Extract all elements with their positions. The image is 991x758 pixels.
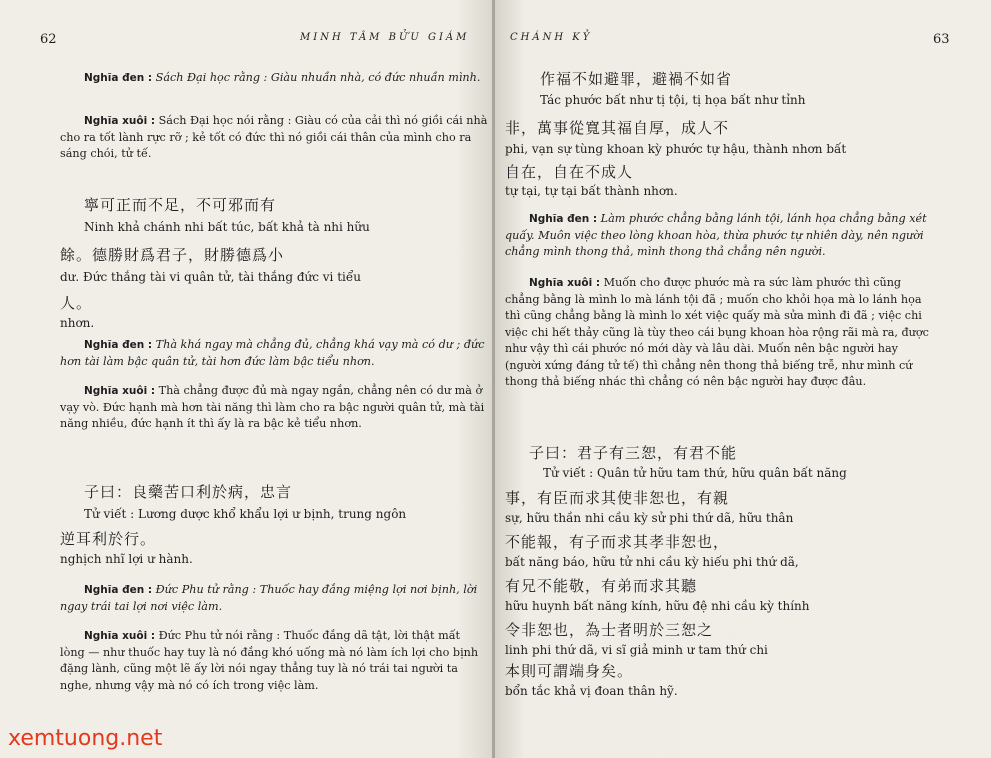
label: Nghĩa đen : [529,213,598,225]
romanization-line: linh phi thứ dã, vi sĩ giả minh ư tam thứ chi [505,643,768,657]
text: Thà chẳng được đủ mà ngay ngắn, chẳng nên có dư mà ở vạy vò. Đức hạnh mà hơn tài năng thì làm cho ra bậc người quân tử, mà tài năng nhiều, đức hạnh ít thì ấy là ra bậc kẻ tiểu nhơn. [60,384,485,430]
label: Nghĩa xuôi : [84,630,156,642]
han-line: 不能報，有子而求其孝非恕也， [505,533,730,551]
han-line: 子曰：君子有三恕，有君不能 [529,444,738,462]
left-paragraph-6 [60,628,488,694]
han-line: 有兄不能敬，有弟而求其聽 [505,577,698,595]
han-line: 人。 [60,294,93,312]
left-paragraph-4 [60,383,488,433]
text: Muốn cho được phước mà ra sức làm phước thì cũng chẳng bằng là mình lo mà lánh tội đã ; muốn cho khỏi họa mà lo lánh họa thì cũng chẳng bằng là mình lo xét việc quấy mà sửa mình đi đã ; việc chi việc chi hết thảy cũng là tùy theo cái bụng khoan hòa rộng rãi mà ra, được như vậy thì cái phước nó mới dày và lâu dài. Muốn nên bậc người hay (người xứng đáng tử tế) thì chẳng nên thong thả biếng trễ, như mình cứ thong thả biếng nhác thì chẳng có nên bậc người hay được đâu. [505,276,929,388]
label: Nghĩa xuôi : [84,385,156,397]
right-paragraph-2 [505,275,935,391]
romanization-line: bổn tắc khả vị đoan thân hỹ. [505,684,678,698]
romanization-line: dư. Đức thắng tài vi quân tử, tài thắng đức vi tiểu [60,270,361,284]
text: Sách Đại học nói rằng : Giàu có của cải thì nó giồi cái nhà cho ra tốt lành rực rỡ ; kẻ tốt có đức thì nó giồi cái thân của mình cho ra sáng chói, tử tế. [60,114,488,160]
han-line: 寧可正而不足，不可邪而有 [84,196,277,214]
label: Nghĩa xuôi : [529,277,601,289]
text: Đức Phu tử nói rằng : Thuốc đắng dã tật, lời thật mất lòng — như thuốc hay tuy là nó đắng khó uống mà nó làm ích lợi cho bịnh đặng lành, cũng một lẽ ấy lời nói ngay thẳng tuy là nó trái tai người ta nghe, nhưng vậy mà nó có ích trong việc làm. [60,629,479,692]
romanization-line: Tử viết : Lương dược khổ khẩu lợi ư bịnh, trung ngôn [84,507,407,521]
romanization-line: nghịch nhĩ lợi ư hành. [60,552,193,566]
text: Thà khá ngay mà chẳng đủ, chẳng khá vạy mà có dư ; đức hơn tài làm bậc quân tử, tài hơn đức làm bậc tiểu nhơn. [60,338,485,368]
han-line: 餘。德勝財爲君子，財勝德爲小 [60,246,285,264]
left-paragraph-1 [60,70,488,87]
han-line: 令非恕也，為士者明於三恕之 [505,621,714,639]
left-paragraph-5 [60,582,488,615]
right-page [495,0,991,758]
han-line: 自在，自在不成人 [505,163,634,181]
han-line: 本則可謂端身矣。 [505,662,634,680]
left-page-number: 62 [40,32,57,47]
label: Nghĩa đen : [84,72,153,84]
romanization-line: phi, vạn sự tùng khoan kỳ phước tự hậu, thành nhơn bất [505,142,847,156]
romanization-line: bất năng báo, hữu tử nhi cầu kỳ hiếu phi thứ dã, [505,555,799,569]
left-paragraph-3 [60,337,488,370]
label: Nghĩa xuôi : [84,115,156,127]
romanization-line: Tử viết : Quân tử hữu tam thứ, hữu quân bất năng [543,466,847,480]
label: Nghĩa đen : [84,339,153,351]
han-line: 逆耳利於行。 [60,530,157,548]
romanization-line: sự, hữu thần nhi cầu kỳ sử phi thứ dã, hữu thân [505,511,794,525]
text: Đức Phu tử rằng : Thuốc hay đắng miệng lợi nơi bịnh, lời ngay trái tai lợi nơi việc làm. [60,583,478,613]
romanization-line: Tác phước bất như tị tội, tị họa bất như tỉnh [540,93,806,107]
left-page [0,0,495,758]
han-line: 作福不如避罪，避禍不如省 [540,70,733,88]
watermark: xemtuong.net [8,726,163,751]
left-paragraph-2 [60,113,488,163]
romanization-line: nhơn. [60,316,95,330]
right-running-header: CHÁNH KỶ [510,32,593,43]
han-line: 事，有臣而求其使非恕也，有親 [505,489,730,507]
label: Nghĩa đen : [84,584,153,596]
romanization-line: hữu huynh bất năng kính, hữu đệ nhi cầu kỳ thính [505,599,810,613]
right-paragraph-1 [505,211,935,261]
han-line: 子曰：良藥苦口利於病，忠言 [84,483,293,501]
right-page-number: 63 [933,32,950,47]
han-line: 非，萬事從寬其福自厚，成人不 [505,119,730,137]
text: Làm phước chẳng bằng lánh tội, lánh họa chẳng bằng xét quấy. Muôn việc theo lòng khoan hòa, thừa phước tự nhiên dày, nên người chẳng mình thong thả, mình thong thả chẳng nên người. [505,212,927,258]
left-running-header: MINH TÂM BỬU GIÁM [300,32,470,43]
romanization-line: Ninh khả chánh nhi bất túc, bất khả tà nhi hữu [84,220,370,234]
text: Sách Đại học rằng : Giàu nhuần nhà, có đức nhuần mình. [155,71,481,84]
romanization-line: tự tại, tự tại bất thành nhơn. [505,184,678,198]
